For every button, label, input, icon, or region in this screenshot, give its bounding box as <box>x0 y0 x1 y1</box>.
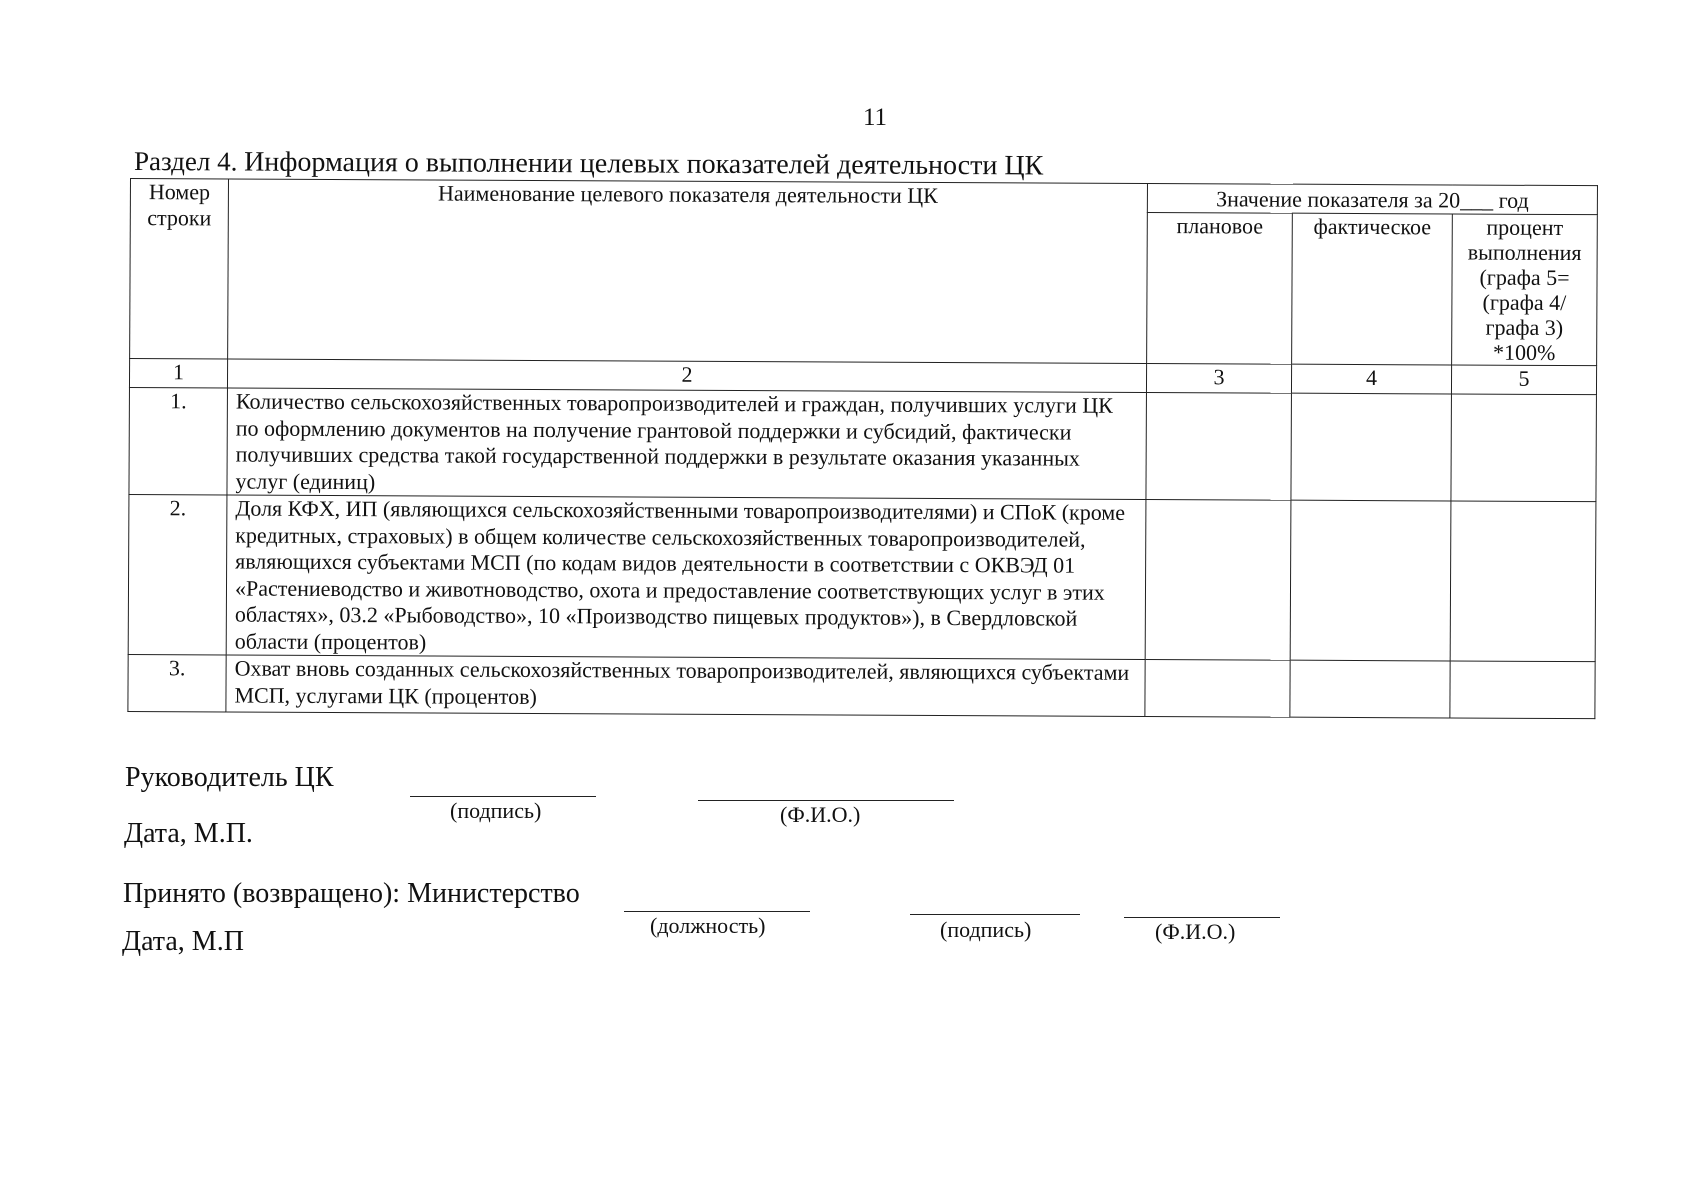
head-label: Руководитель ЦК <box>125 762 334 793</box>
fio-caption: (Ф.И.О.) <box>780 802 861 827</box>
column-number-5: 5 <box>1451 365 1596 395</box>
column-number-2: 2 <box>227 359 1146 392</box>
indicator-text: Количество сельскохозяйственных товаропроизводителей и граждан, получивших услуги ЦК по оформлению документов на получение грантовой поддержки и субсидий, фактически получивших средства такой государственной поддержки в результате оказания указанных услуг (единиц) <box>227 388 1147 499</box>
fio-line[interactable] <box>698 800 954 801</box>
signature-line[interactable] <box>410 796 596 797</box>
signature-caption-2: (подпись) <box>940 917 1032 942</box>
section-title-prefix: Раздел 4. <box>133 146 238 177</box>
column-number-4: 4 <box>1291 364 1451 394</box>
actual-value <box>1290 660 1450 718</box>
section-title-text: Информация о выполнении целевых показателей деятельности ЦК <box>244 146 1044 182</box>
header-value-group: Значение показателя за 20___ год <box>1147 183 1597 214</box>
indicator-text: Охват вновь созданных сельскохозяйственных товаропроизводителей, являющихся субъектами МСП, услугами ЦК (процентов) <box>226 655 1145 716</box>
planned-value <box>1145 499 1291 660</box>
table-row <box>128 654 1595 718</box>
row-number: 1. <box>129 387 228 494</box>
fio-caption-2: (Ф.И.О.) <box>1155 919 1236 944</box>
row-number: 3. <box>128 654 226 711</box>
table-row <box>129 387 1597 501</box>
indicator-text: Доля КФХ, ИП (являющихся сельскохозяйственными товаропроизводителями) и СПоК (кроме кредитных, страховых) в общем количестве сельскохозяйственных товаропроизводителей, являющихся субъектами МСП (по кодам видов деятельности в соответствии с ОКВЭД 01 «Растениеводство и животноводство, охота и предоставление соответствующих услуг в этих областях», 03.2 «Рыбоводство», 10 «Производство пищевых продуктов»), в Свердловской области (процентов) <box>226 495 1146 659</box>
page-number: 11 <box>862 104 888 131</box>
percent-value <box>1450 501 1596 662</box>
table-row <box>128 494 1596 661</box>
indicators-table <box>127 178 1597 719</box>
actual-value <box>1290 500 1451 661</box>
date-mp-label-2: Дата, М.П <box>122 926 244 957</box>
position-line[interactable] <box>624 911 810 912</box>
section-title <box>134 146 1043 182</box>
header-planned: плановое <box>1147 212 1293 364</box>
percent-value <box>1451 394 1597 502</box>
accepted-label: Принято (возвращено): Министерство <box>123 878 580 909</box>
fio-line-2[interactable] <box>1124 917 1280 918</box>
header-percent: процент выполнения (графа 5= (графа 4/ графа 3) *100% <box>1452 214 1598 366</box>
header-row-number: Номер строки <box>130 179 229 359</box>
date-mp-label: Дата, М.П. <box>124 818 253 849</box>
row-number: 2. <box>128 494 227 654</box>
column-number-1: 1 <box>129 359 227 388</box>
planned-value <box>1145 659 1290 717</box>
actual-value <box>1291 393 1452 501</box>
column-number-3: 3 <box>1146 363 1291 393</box>
header-actual: фактическое <box>1292 213 1453 365</box>
header-indicator-name: Наименование целевого показателя деятельности ЦК <box>228 179 1148 363</box>
planned-value <box>1146 392 1292 500</box>
percent-value <box>1450 661 1595 719</box>
signature-caption: (подпись) <box>450 798 542 823</box>
signature-line-2[interactable] <box>910 914 1080 915</box>
position-caption: (должность) <box>650 913 766 938</box>
